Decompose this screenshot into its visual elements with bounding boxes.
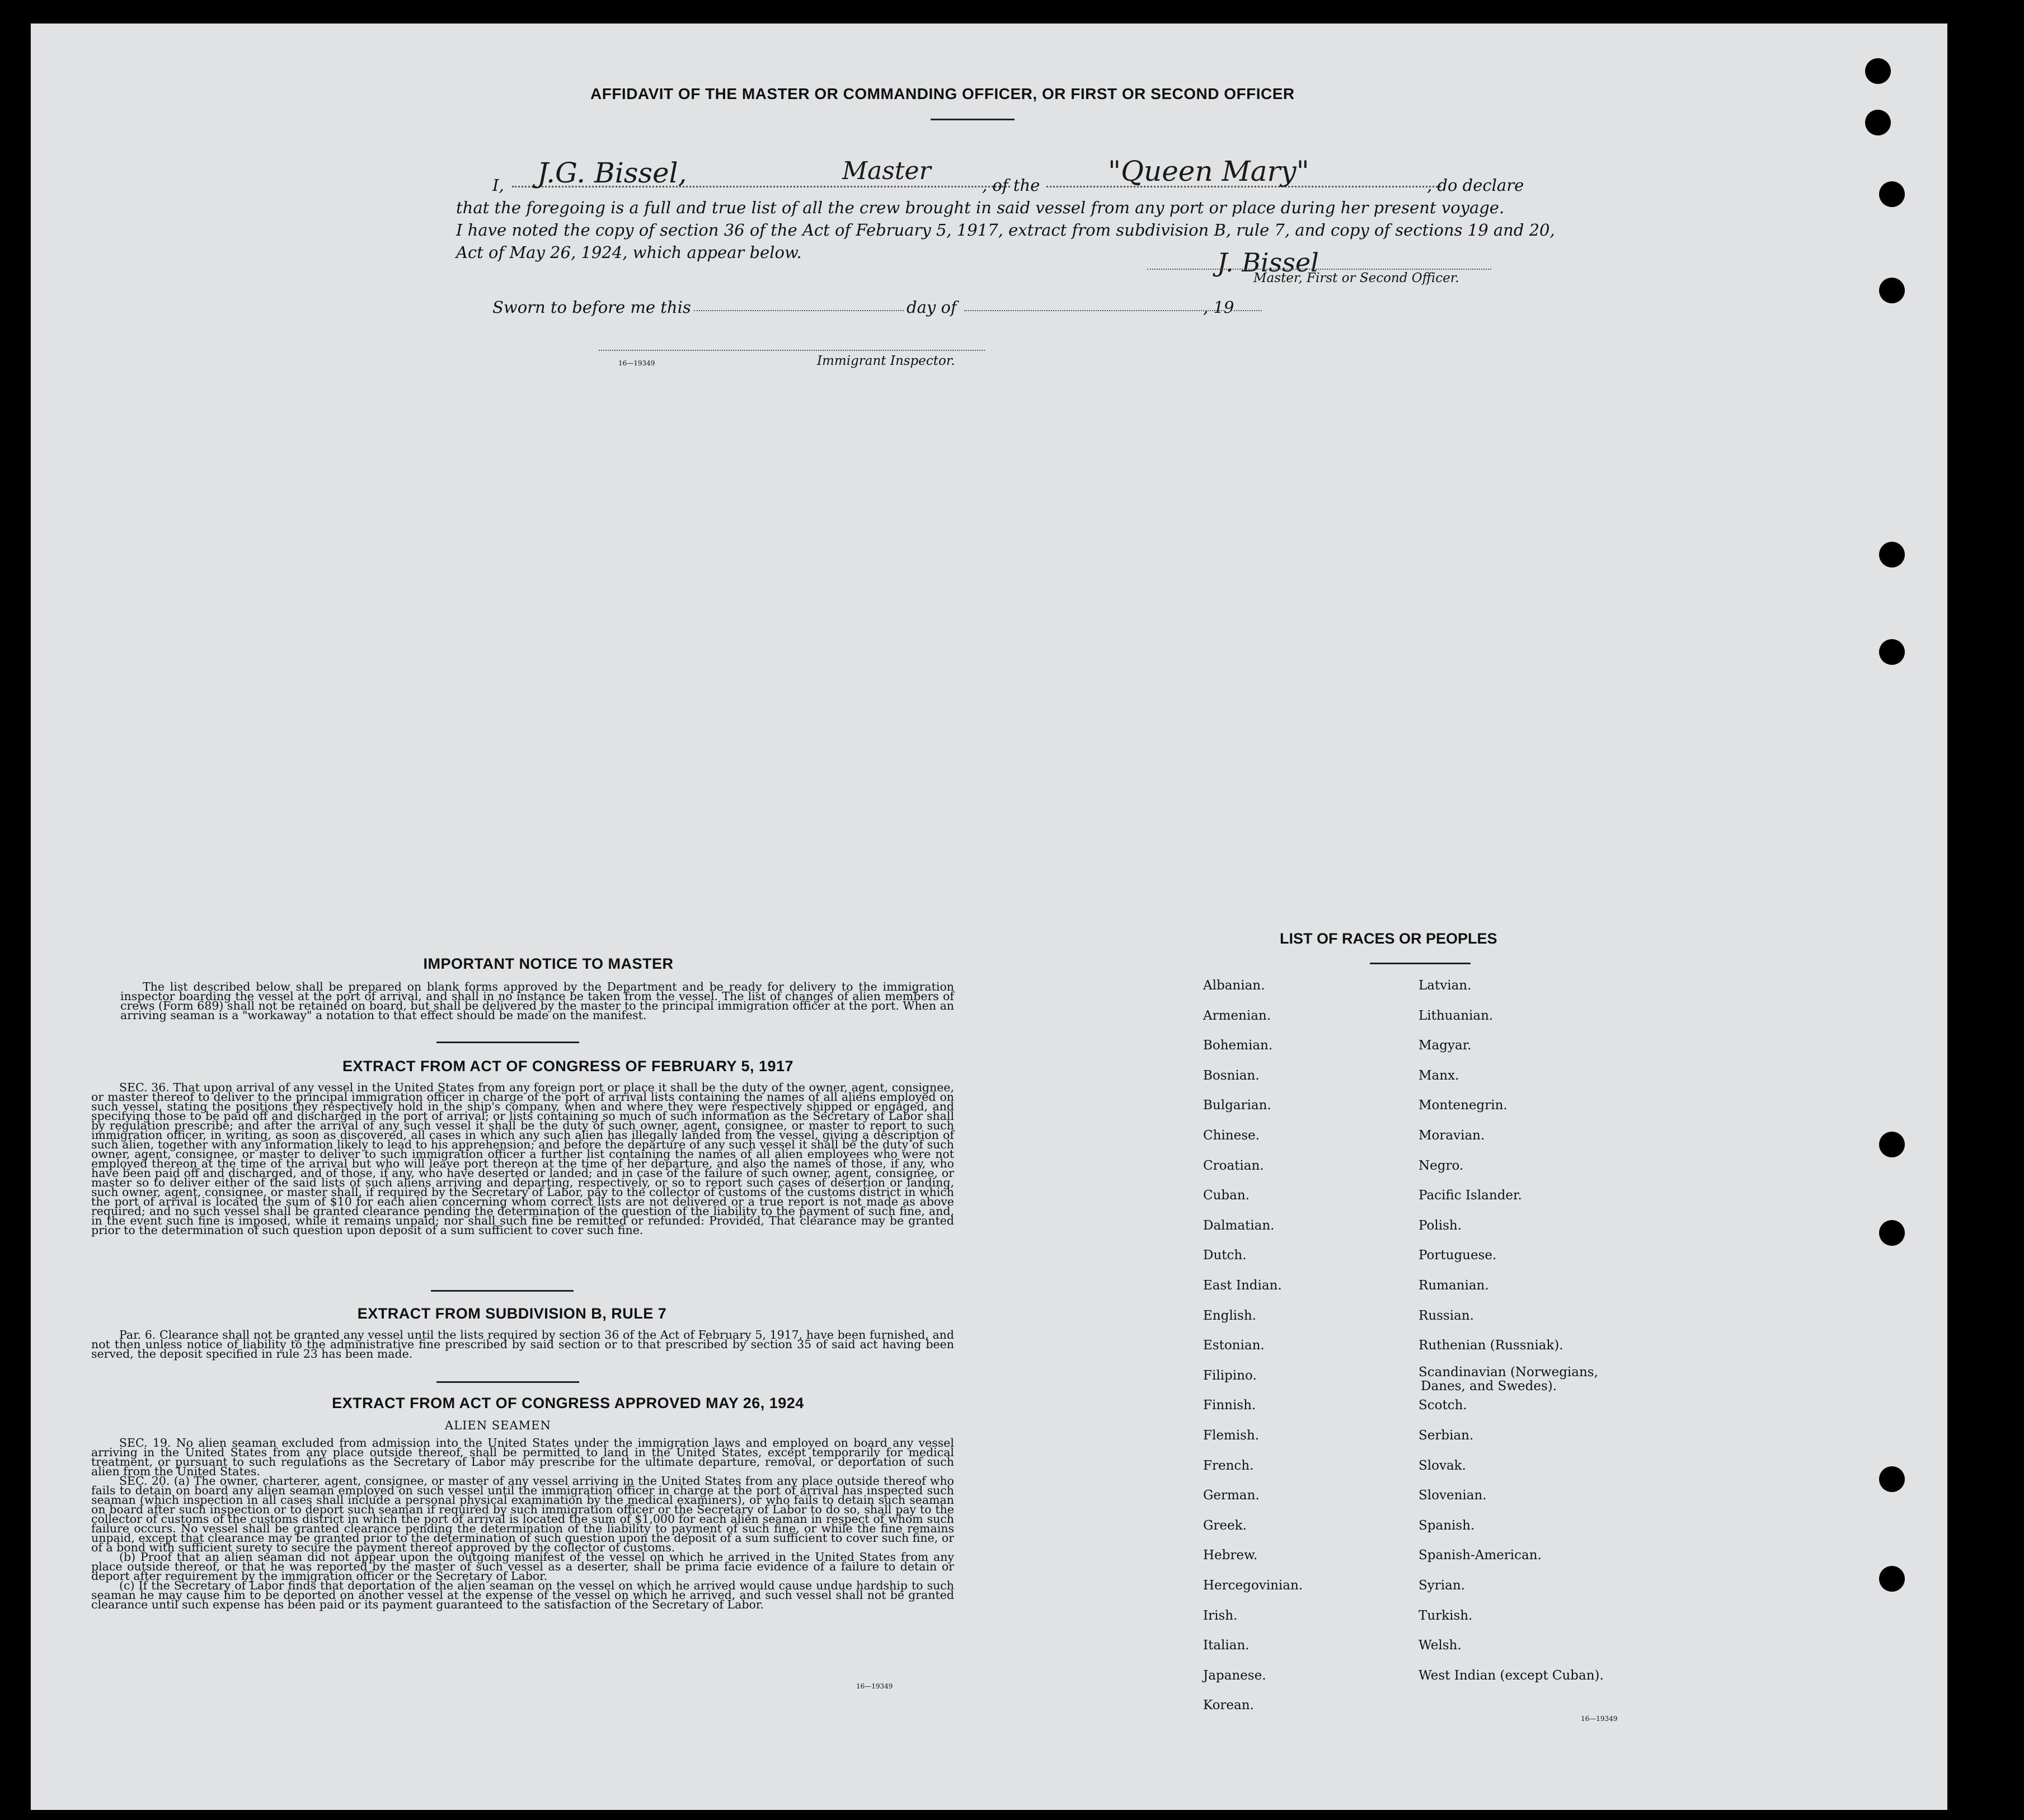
punch-hole <box>1879 639 1905 665</box>
punch-hole <box>1879 1466 1905 1492</box>
race-item: French. <box>1203 1458 1254 1473</box>
race-item: English. <box>1203 1308 1256 1323</box>
signature-line <box>1147 269 1491 270</box>
form-number: 16—19349 <box>618 359 655 367</box>
race-item: Negro. <box>1419 1158 1464 1173</box>
race-item: German. <box>1203 1488 1260 1503</box>
extract-1924-title: EXTRACT FROM ACT OF CONGRESS APPROVED MAY 26, 1924 <box>332 1395 804 1411</box>
punch-hole <box>1879 542 1905 567</box>
race-item: Latvian. <box>1419 978 1472 993</box>
race-item: Slovak. <box>1419 1458 1466 1473</box>
race-item: Polish. <box>1419 1218 1462 1233</box>
punch-hole <box>1865 110 1891 135</box>
race-item: Ruthenian (Russniak). <box>1419 1338 1563 1353</box>
rank-handwritten: Master <box>842 157 931 185</box>
form-number: 16—19349 <box>856 1682 893 1690</box>
form-number: 16—19349 <box>1581 1715 1618 1723</box>
punch-hole <box>1879 181 1905 207</box>
race-item: Syrian. <box>1419 1578 1465 1593</box>
race-item: Scandinavian (Norwegians, <box>1419 1364 1598 1380</box>
vessel-handwritten: "Queen Mary" <box>1108 155 1309 187</box>
race-item: Dalmatian. <box>1203 1218 1275 1233</box>
race-item: Pacific Islander. <box>1419 1188 1522 1203</box>
sec-20b: (b) Proof that an alien seaman did not appear upon the outgoing manifest of the vessel on which he arrived in the United States from any place outside thereof, or that he was reported by the master of such vessel as a deserter, shall be prima facie evidence of a failure to detain or deport after requirement by the immigration officer or the Secretary of Labor. <box>91 1550 954 1583</box>
declaration-line-2: that the foregoing is a full and true list of all the crew brought in said vessel from any port or place during her present voyage. <box>456 198 1505 217</box>
year-line <box>1231 310 1262 311</box>
race-item: Rumanian. <box>1419 1278 1489 1293</box>
race-item: East Indian. <box>1203 1278 1282 1293</box>
notice-body: The list described below shall be prepared on blank forms approved by the Department and be ready for delivery to the immigration inspector boarding the vessel at the port of arrival, and shall in no instance be taken from the vessel. The list of changes of alien members of crews (Form 689) shall not be retained on board, but shall be delivered by the master to the principal immigration officer at the port. When an arriving seaman is a "workaway" a notation to that effect should be made on the manifest. <box>120 980 954 1022</box>
sworn-day-line <box>694 310 904 311</box>
divider <box>431 1290 574 1292</box>
punch-hole <box>1879 1566 1905 1592</box>
alien-seamen-subtitle: ALIEN SEAMEN <box>445 1419 551 1432</box>
race-item: Lithuanian. <box>1419 1008 1494 1023</box>
sworn-month-line <box>964 310 1224 311</box>
sec-20c: (c) If the Secretary of Labor finds that deportation of the alien seaman on the vessel on which he arrived would cause undue hardship to such seaman he may cause him to be deported on another vessel at the expense of the vessel on which he arrived, and such vessel shall not be granted clearance until such expense has been paid or its payment guaranteed to the satisfaction of the Secretary of Labor. <box>91 1579 954 1611</box>
race-item: Hebrew. <box>1203 1548 1258 1563</box>
race-item: Turkish. <box>1419 1608 1473 1623</box>
punch-hole <box>1879 278 1905 303</box>
race-item: Montenegrin. <box>1419 1098 1508 1113</box>
signature-caption: Master, First or Second Officer. <box>1253 271 1459 285</box>
sworn-label: Sworn to before me this <box>492 298 691 317</box>
declaration-i-label: I, <box>492 176 504 195</box>
race-item: Estonian. <box>1203 1338 1265 1353</box>
sec-20a: SEC. 20. (a) The owner, charterer, agent, consignee, or master of any vessel arriving in the United States from any place outside thereof who fails to detain on board any alien seaman employed on such vessel until the immigration officer in charge at the port of arrival has inspected such seaman (which inspection in all cases shall include a personal physical examination by the medical examiners), or who fails to detain such seaman on board after such inspection or to deport such seaman if required by such immigration officer or the Secretary of Labor to do so, shall pay to the collector of customs of the customs district in which the port of arrival is located the sum of $1,000 for each alien seaman in respect of whom such failure occurs. No vessel shall be granted clearance pending the determination of the liability to payment of such fine, or while the fine remains unpaid, except that clearance may be granted prior to the determination of such question upon the deposit of a sum sufficient to cover such fine, or of a bond with sufficient surety to secure the payment thereof approved by the collector of customs. <box>91 1474 954 1554</box>
race-item: Japanese. <box>1203 1668 1266 1683</box>
race-item: Filipino. <box>1203 1368 1257 1383</box>
race-item: Albanian. <box>1203 978 1265 993</box>
divider <box>436 1381 579 1383</box>
race-item: Spanish-American. <box>1419 1548 1542 1563</box>
declaration-line-3: I have noted the copy of section 36 of the Act of February 5, 1917, extract from subdivision B, rule 7, and copy of sections 19 and 20, <box>456 221 1555 240</box>
extract-1924-body <box>91 1438 954 1610</box>
race-item: Welsh. <box>1419 1638 1462 1653</box>
document-page <box>31 24 1947 1810</box>
race-item: Korean. <box>1203 1698 1254 1713</box>
race-item: Spanish. <box>1419 1518 1475 1533</box>
races-title: LIST OF RACES OR PEOPLES <box>1280 930 1497 947</box>
divider <box>1370 963 1471 964</box>
do-declare-label: , do declare <box>1427 176 1524 195</box>
affidavit-title: AFFIDAVIT OF THE MASTER OR COMMANDING OFFICER, OR FIRST OR SECOND OFFICER <box>590 85 1295 102</box>
race-item: Irish. <box>1203 1608 1238 1623</box>
of-the-label: , of the <box>982 176 1040 195</box>
extract-1917-body: SEC. 36. That upon arrival of any vessel in the United States from any foreign port or place it shall be the duty of the owner, agent, consignee, or master thereof to deliver to the principal immigration officer in charge of the port of arrival lists containing the names of all aliens employed on such vessel, stating the positions they respectively hold in the ship's company, when and where they were respectively shipped or engaged, and specifying those to be paid off and discharged in the port of arrival; or lists containing so much of such information as the Secretary of Labor shall by regulation prescribe; and after the arrival of any such vessel it shall be the duty of such owner, agent, consignee, or master to report to such immigration officer, in writing, as soon as discovered, all cases in which any such alien has illegally landed from the vessel, giving a description of such alien, together with any information likely to lead to his apprehension; and before the departure of any such vessel it shall be the duty of such owner, agent, consignee, or master to deliver to such immigration officer a further list containing the names of all alien employees who were not employed thereon at the time of the arrival but who will leave port thereon at the time of her departure, and also the names of those, if any, who have been paid off and discharged, and of those, if any, who have deserted or landed; and in case of the failure of such owner, agent, consignee, or master so to deliver either of the said lists of such aliens arriving and departing, respectively, or so to report such cases of desertion or landing, such owner, agent, consignee, or master shall, if required by the Secretary of Labor, pay to the collector of customs of the customs district in which the port of arrival is located the sum of $10 for each alien concerning whom correct lists are not delivered or a true report is not made as above required; and no such vessel shall be granted clearance pending the determination of the question of the liability to the payment of such fine, and, in the event such fine is imposed, while it remains unpaid; nor shall such fine be remitted or refunded: Provided, That clearance may be granted prior to the determination of such question upon deposit of a sum sufficient to cover such fine. <box>91 1081 954 1237</box>
race-item: Chinese. <box>1203 1128 1260 1143</box>
race-item: Portuguese. <box>1419 1248 1497 1263</box>
extract-rule7-title: EXTRACT FROM SUBDIVISION B, RULE 7 <box>357 1305 667 1322</box>
race-item: Hercegovinian. <box>1203 1578 1303 1593</box>
race-item: Italian. <box>1203 1638 1250 1653</box>
race-item: Bohemian. <box>1203 1038 1273 1053</box>
punch-hole <box>1865 58 1891 84</box>
extract-rule7-body: Par. 6. Clearance shall not be granted any vessel until the lists required by section 36 of the Act of February 5, 1917, have been furnished, and not then unless notice of liability to the administrative fine prescribed by said section or to that prescribed by section 35 of said act having been served, the deposit specified in rule 23 has been made. <box>91 1328 954 1361</box>
race-item: Greek. <box>1203 1518 1247 1533</box>
declaration-line-4: Act of May 26, 1924, which appear below. <box>456 243 802 262</box>
race-item: Moravian. <box>1419 1128 1485 1143</box>
race-item: Danes, and Swedes). <box>1421 1378 1557 1394</box>
sec-19: SEC. 19. No alien seaman excluded from admission into the United States under the immigration laws and employed on board any vessel arriving in the United States from any place outside thereof, shall be permitted to land in the United States, except temporarily for medical treatment, or pursuant to such regulations as the Secretary of Labor may prescribe for the ultimate departure, removal, or deportation of such alien from the United States. <box>91 1436 954 1478</box>
punch-hole <box>1879 1220 1905 1246</box>
extract-1917-title: EXTRACT FROM ACT OF CONGRESS OF FEBRUARY 5, 1917 <box>342 1058 794 1075</box>
race-item: Manx. <box>1419 1068 1459 1083</box>
race-item: Magyar. <box>1419 1038 1472 1053</box>
punch-hole <box>1879 1132 1905 1157</box>
day-of-label: day of <box>907 298 957 317</box>
race-item: Russian. <box>1419 1308 1474 1323</box>
inspector-line <box>599 350 985 351</box>
divider <box>931 119 1015 120</box>
race-item: West Indian (except Cuban). <box>1419 1668 1604 1683</box>
race-item: Flemish. <box>1203 1428 1260 1443</box>
notice-title: IMPORTANT NOTICE TO MASTER <box>423 955 674 972</box>
race-item: Dutch. <box>1203 1248 1247 1263</box>
race-item: Finnish. <box>1203 1398 1256 1413</box>
race-item: Armenian. <box>1203 1008 1271 1023</box>
race-item: Scotch. <box>1419 1398 1467 1413</box>
race-item: Slovenian. <box>1419 1488 1487 1503</box>
name-handwritten: J.G. Bissel, <box>537 157 687 189</box>
signature-handwritten: J. Bissel <box>1217 247 1319 278</box>
race-item: Croatian. <box>1203 1158 1264 1173</box>
race-item: Bosnian. <box>1203 1068 1260 1083</box>
divider <box>436 1042 579 1043</box>
race-item: Bulgarian. <box>1203 1098 1271 1113</box>
year-prefix: , 19 <box>1203 298 1234 317</box>
race-item: Cuban. <box>1203 1188 1250 1203</box>
inspector-caption: Immigrant Inspector. <box>817 354 955 368</box>
race-item: Serbian. <box>1419 1428 1474 1443</box>
